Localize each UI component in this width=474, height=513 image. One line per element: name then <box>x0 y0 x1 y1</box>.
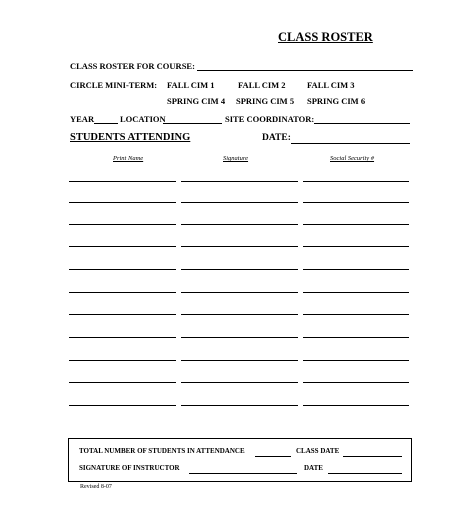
mini-term-label: CIRCLE MINI-TERM: <box>70 80 158 90</box>
column-header-signature: Signature <box>223 155 249 162</box>
social-security-line[interactable] <box>303 314 409 315</box>
social-security-line[interactable] <box>303 202 409 203</box>
signature-line[interactable] <box>181 181 298 182</box>
print-name-line[interactable] <box>69 269 176 270</box>
print-name-line[interactable] <box>69 314 176 315</box>
mini-term-option[interactable]: SPRING CIM 6 <box>307 96 366 106</box>
summary-date-field-line[interactable] <box>328 473 402 474</box>
revision-note: Revised 8-07 <box>80 484 112 490</box>
total-students-label: TOTAL NUMBER OF STUDENTS IN ATTENDANCE <box>79 447 245 455</box>
signature-line[interactable] <box>181 224 298 225</box>
column-header-print-name: Print Name <box>113 155 144 162</box>
class-date-label: CLASS DATE <box>296 447 340 455</box>
mini-term-option[interactable]: SPRING CIM 5 <box>236 96 295 106</box>
form-title: CLASS ROSTER <box>278 30 373 44</box>
print-name-line[interactable] <box>69 337 176 338</box>
course-label: CLASS ROSTER FOR COURSE: <box>70 61 195 71</box>
social-security-line[interactable] <box>303 405 409 406</box>
social-security-line[interactable] <box>303 382 409 383</box>
signature-line[interactable] <box>181 314 298 315</box>
print-name-line[interactable] <box>69 405 176 406</box>
print-name-line[interactable] <box>69 360 176 361</box>
mini-term-option[interactable]: FALL CIM 3 <box>307 80 355 90</box>
total-students-field-line[interactable] <box>255 456 291 457</box>
print-name-line[interactable] <box>69 292 176 293</box>
signature-line[interactable] <box>181 337 298 338</box>
signature-line[interactable] <box>181 246 298 247</box>
print-name-line[interactable] <box>69 181 176 182</box>
signature-line[interactable] <box>181 405 298 406</box>
date-field-line[interactable] <box>291 143 410 144</box>
course-field-line[interactable] <box>197 70 413 71</box>
signature-line[interactable] <box>181 382 298 383</box>
social-security-line[interactable] <box>303 269 409 270</box>
location-label: LOCATION <box>120 114 166 124</box>
class-date-field-line[interactable] <box>343 456 402 457</box>
signature-line[interactable] <box>181 269 298 270</box>
site-coordinator-label: SITE COORDINATOR: <box>225 114 315 124</box>
social-security-line[interactable] <box>303 224 409 225</box>
attendance-summary-box <box>68 438 412 482</box>
mini-term-option[interactable]: SPRING CIM 4 <box>167 96 226 106</box>
print-name-line[interactable] <box>69 382 176 383</box>
mini-term-option[interactable]: FALL CIM 2 <box>238 80 286 90</box>
column-header-social-security: Social Security # <box>330 155 375 162</box>
instructor-signature-field-line[interactable] <box>189 473 297 474</box>
summary-date-label: DATE <box>304 464 323 472</box>
year-field-line[interactable] <box>94 123 118 124</box>
print-name-line[interactable] <box>69 202 176 203</box>
date-label: DATE: <box>262 133 291 143</box>
signature-line[interactable] <box>181 292 298 293</box>
signature-line[interactable] <box>181 202 298 203</box>
site-coordinator-field-line[interactable] <box>314 123 410 124</box>
location-field-line[interactable] <box>163 123 222 124</box>
social-security-line[interactable] <box>303 181 409 182</box>
signature-line[interactable] <box>181 360 298 361</box>
instructor-signature-label: SIGNATURE OF INSTRUCTOR <box>79 464 180 472</box>
print-name-line[interactable] <box>69 224 176 225</box>
print-name-line[interactable] <box>69 246 176 247</box>
mini-term-option[interactable]: FALL CIM 1 <box>167 80 215 90</box>
social-security-line[interactable] <box>303 360 409 361</box>
year-label: YEAR <box>70 114 95 124</box>
social-security-line[interactable] <box>303 337 409 338</box>
social-security-line[interactable] <box>303 292 409 293</box>
students-attending-heading: STUDENTS ATTENDING <box>70 132 191 143</box>
social-security-line[interactable] <box>303 246 409 247</box>
